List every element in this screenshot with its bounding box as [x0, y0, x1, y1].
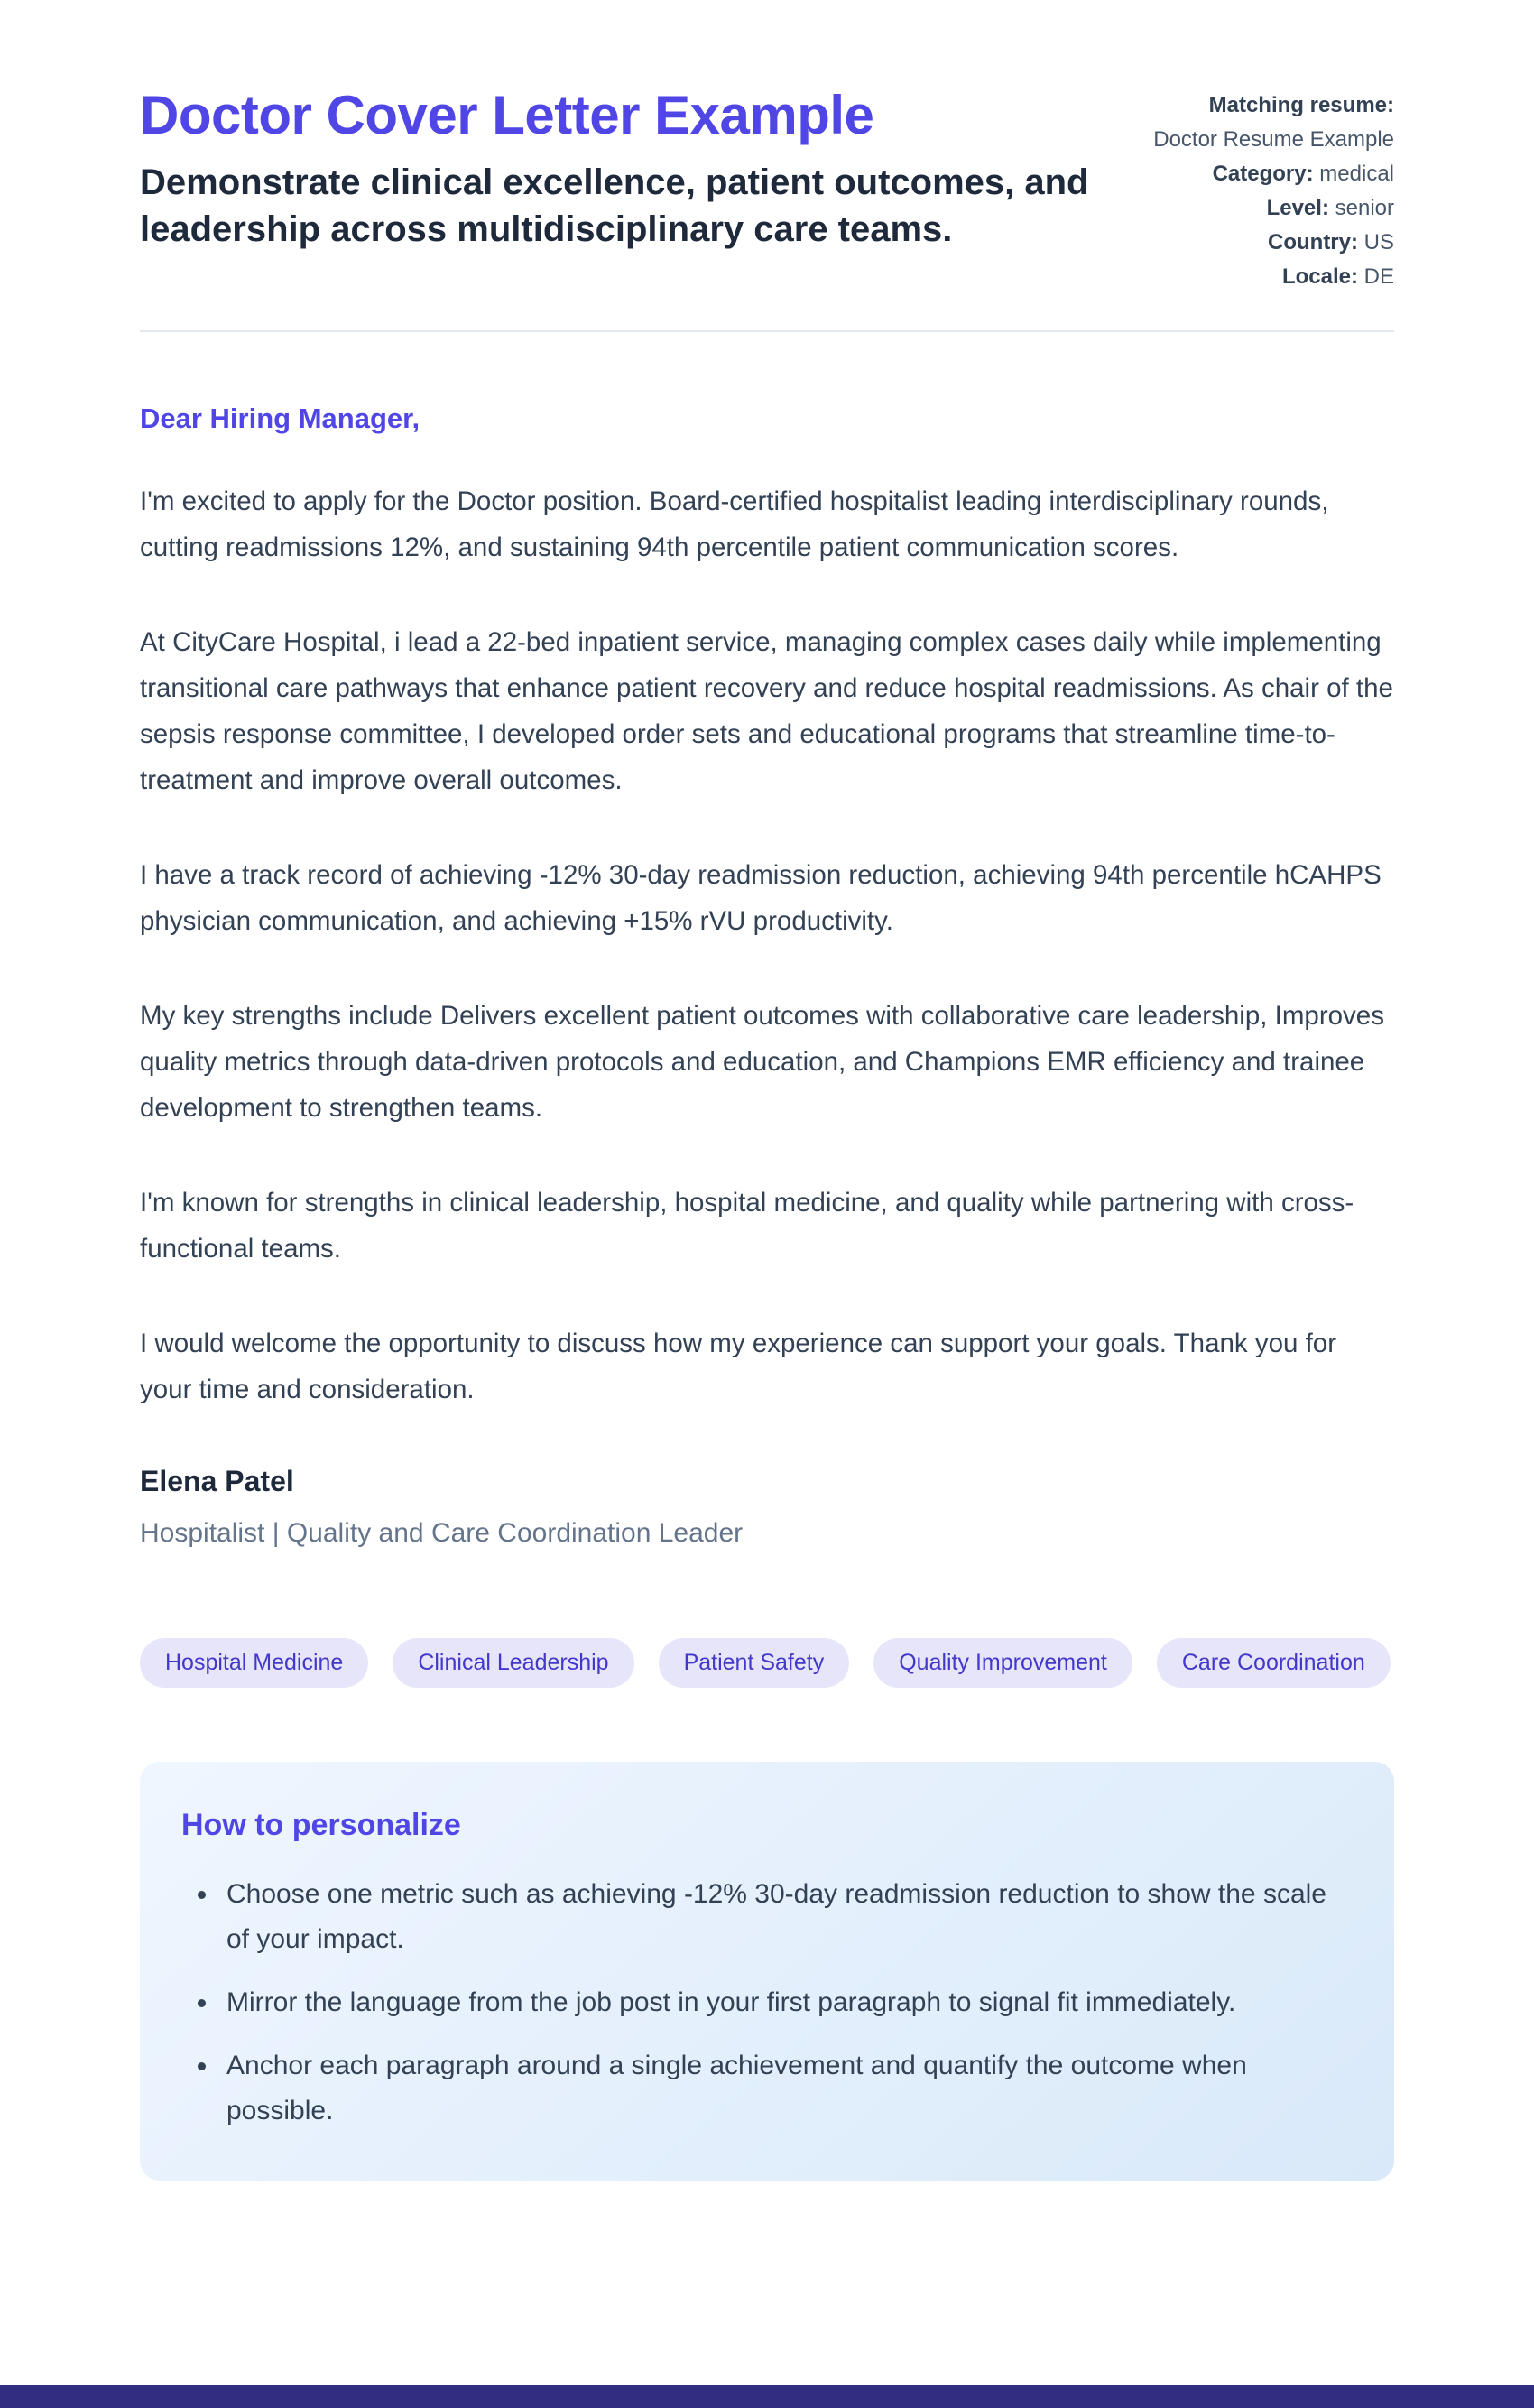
personalize-card [140, 1762, 1394, 2181]
meta-label: Locale: [1281, 264, 1358, 289]
meta-label: Level: [1266, 196, 1329, 220]
letter-paragraph: At CityCare Hospital, i lead a 22-bed inpatient service, managing complex cases daily while implementing transitional care pathways that enhance patient recovery and reduce hospital readmissions. As chair of the sepsis response committee, I developed order sets and educational programs that streamline time-to-treatment and improve overall outcomes. [140, 627, 1393, 795]
signature-role: Hospitalist | Quality and Care Coordination Leader [140, 1518, 744, 1548]
letter-paragraph: My key strengths include Delivers excellent patient outcomes with collaborative care leadership, Improves quality metrics through data-driven protocols and education, and Champions EMR efficiency and trainee development to strengthen teams. [140, 1001, 1384, 1123]
signature-name: Elena Patel [140, 1465, 294, 1497]
letter-greeting: Dear Hiring Manager, [140, 403, 420, 434]
personalize-tip: • Mirror the language from the job post in your first paragraph to signal fit immediately. [219, 1980, 1347, 2025]
letter-paragraph: I'm excited to apply for the Doctor position. Board-certified hospitalist leading interdisciplinary rounds, cutting readmissions 12%, and sustaining 94th percentile patient communication scores. [140, 486, 1329, 562]
skill-tag: Quality Improvement [873, 1638, 1132, 1688]
header-titles [140, 83, 1096, 253]
skill-tag: Clinical Leadership [393, 1638, 633, 1688]
skill-tags-row [140, 1638, 1394, 1688]
header-divider [140, 330, 1394, 332]
personalize-tip: • Anchor each paragraph around a single achievement and quantify the outcome when possible. [219, 2043, 1347, 2134]
meta-matching-resume [1150, 88, 1394, 157]
meta-level [1150, 191, 1394, 226]
letter-body [140, 401, 1394, 1553]
skill-tag: Patient Safety [659, 1638, 850, 1688]
meta-label: Matching resume: [1208, 93, 1394, 117]
personalize-tip: • Choose one metric such as achieving -12% 30-day readmission reduction to show the scale of your impact. [219, 1872, 1347, 1962]
personalize-heading: How to personalize [181, 1808, 461, 1842]
meta-value: senior [1335, 196, 1394, 220]
page-title: Doctor Cover Letter Example [140, 85, 874, 145]
skill-tag: Care Coordination [1157, 1638, 1391, 1688]
meta-value: DE [1363, 264, 1394, 289]
resume-meta [1150, 83, 1394, 294]
meta-country [1150, 226, 1394, 260]
meta-value: Doctor Resume Example [1153, 127, 1394, 152]
letter-paragraph: I would welcome the opportunity to discuss how my experience can support your goals. Thank you for your time and consideration. [140, 1329, 1337, 1404]
letter-signature [140, 1461, 1394, 1553]
page-subtitle: Demonstrate clinical excellence, patient outcomes, and leadership across multidisciplinary care teams. [140, 162, 1089, 249]
letter-paragraph: I have a track record of achieving -12% 30-day readmission reduction, achieving 94th percentile hCAHPS physician communication, and achieving +15% rVU productivity. [140, 860, 1382, 936]
meta-category [1150, 157, 1394, 191]
meta-value: US [1363, 230, 1394, 255]
letter-paragraphs [140, 478, 1394, 1412]
footer-accent-bar [0, 2385, 1534, 2408]
skill-tag: Hospital Medicine [140, 1638, 368, 1688]
meta-label: Category: [1212, 162, 1314, 186]
meta-locale [1150, 260, 1394, 294]
page-header [140, 83, 1394, 294]
meta-label: Country: [1268, 230, 1358, 255]
personalize-tip-list [181, 1872, 1347, 2134]
letter-paragraph: I'm known for strengths in clinical leadership, hospital medicine, and quality while partnering with cross-functional teams. [140, 1188, 1354, 1264]
meta-value: medical [1319, 162, 1394, 186]
